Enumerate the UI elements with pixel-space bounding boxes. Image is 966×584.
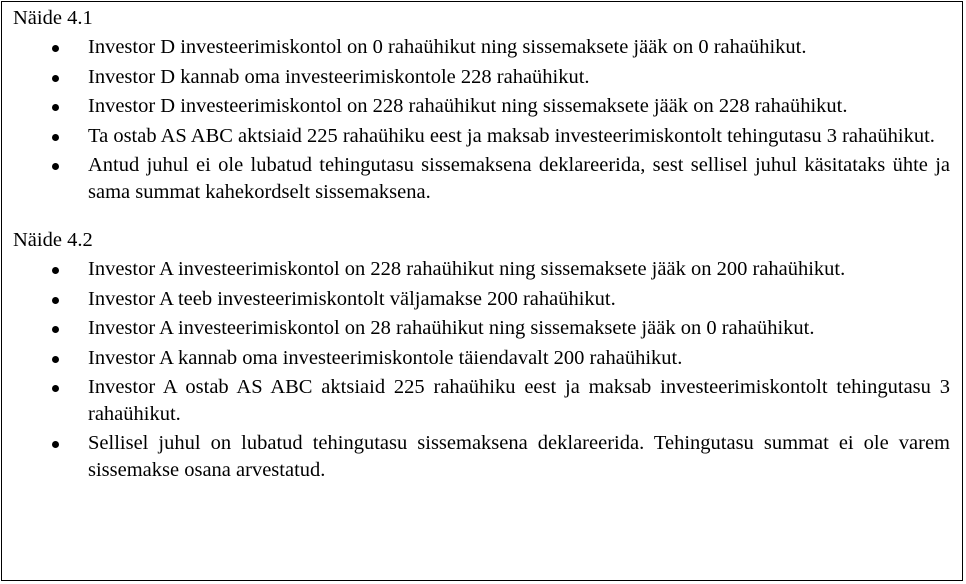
list-item-text: Investor A kannab oma investeerimiskontole täiendavalt 200 rahaühikut.	[88, 346, 683, 369]
bullet-icon	[52, 267, 59, 274]
example-heading: Näide 4.2	[13, 229, 93, 251]
bullet-list	[13, 256, 950, 483]
list-item	[13, 430, 950, 483]
example-4-1	[2, 2, 962, 205]
bullet-icon	[52, 356, 59, 363]
list-item-text: Investor D kannab oma investeerimiskontole 228 rahaühikut.	[88, 65, 590, 88]
list-item-text: Investor A investeerimiskontol on 228 rahaühikut ning sissemaksete jääk on 200 rahaühikut.	[88, 258, 846, 280]
bullet-icon	[52, 326, 59, 333]
bullet-icon	[52, 134, 59, 141]
bullet-icon	[52, 104, 59, 111]
list-item	[13, 93, 950, 120]
bullet-icon	[52, 297, 59, 304]
bullet-icon	[52, 163, 59, 170]
list-item	[13, 152, 950, 205]
list-item-text: Investor A ostab AS ABC aktsiaid 225 rahaühiku eest ja maksab investeerimiskontolt tehingutasu 3 rahaühikut.	[88, 376, 950, 425]
list-item	[13, 64, 950, 91]
document-frame	[1, 1, 963, 581]
list-item	[13, 256, 950, 283]
list-item	[13, 345, 950, 372]
list-item-text: Investor A investeerimiskontol on 28 rahaühikut ning sissemaksete jääk on 0 rahaühikut.	[88, 317, 815, 339]
list-item	[13, 315, 950, 342]
list-item-text: Sellisel juhul on lubatud tehingutasu sissemaksena deklareerida. Tehingutasu summat ei ole varem sissemakse osana arvestatud.	[88, 432, 950, 481]
list-item	[13, 123, 950, 150]
list-item	[13, 286, 950, 313]
bullet-icon	[52, 441, 59, 448]
list-item	[13, 374, 950, 427]
example-heading: Näide 4.1	[13, 7, 93, 29]
list-item-text: Ta ostab AS ABC aktsiaid 225 rahaühiku eest ja maksab investeerimiskontolt tehingutasu 3 rahaühikut.	[88, 124, 935, 147]
bullet-icon	[52, 385, 59, 392]
list-item-text: Investor D investeerimiskontol on 228 rahaühikut ning sissemaksete jääk on 228 rahaühikut.	[88, 95, 848, 117]
bullet-icon	[52, 75, 59, 82]
bullet-icon	[52, 45, 59, 52]
list-item-text: Antud juhul ei ole lubatud tehingutasu sissemaksena deklareerida, sest sellisel juhul käsitataks ühte ja sama summat kahekordselt sissemaksena.	[88, 154, 950, 203]
list-item-text: Investor D investeerimiskontol on 0 rahaühikut ning sissemaksete jääk on 0 rahaühikut.	[88, 36, 807, 58]
example-4-2	[2, 205, 962, 483]
list-item-text: Investor A teeb investeerimiskontolt väljamakse 200 rahaühikut.	[88, 287, 616, 310]
list-item	[13, 34, 950, 61]
bullet-list	[13, 34, 950, 205]
